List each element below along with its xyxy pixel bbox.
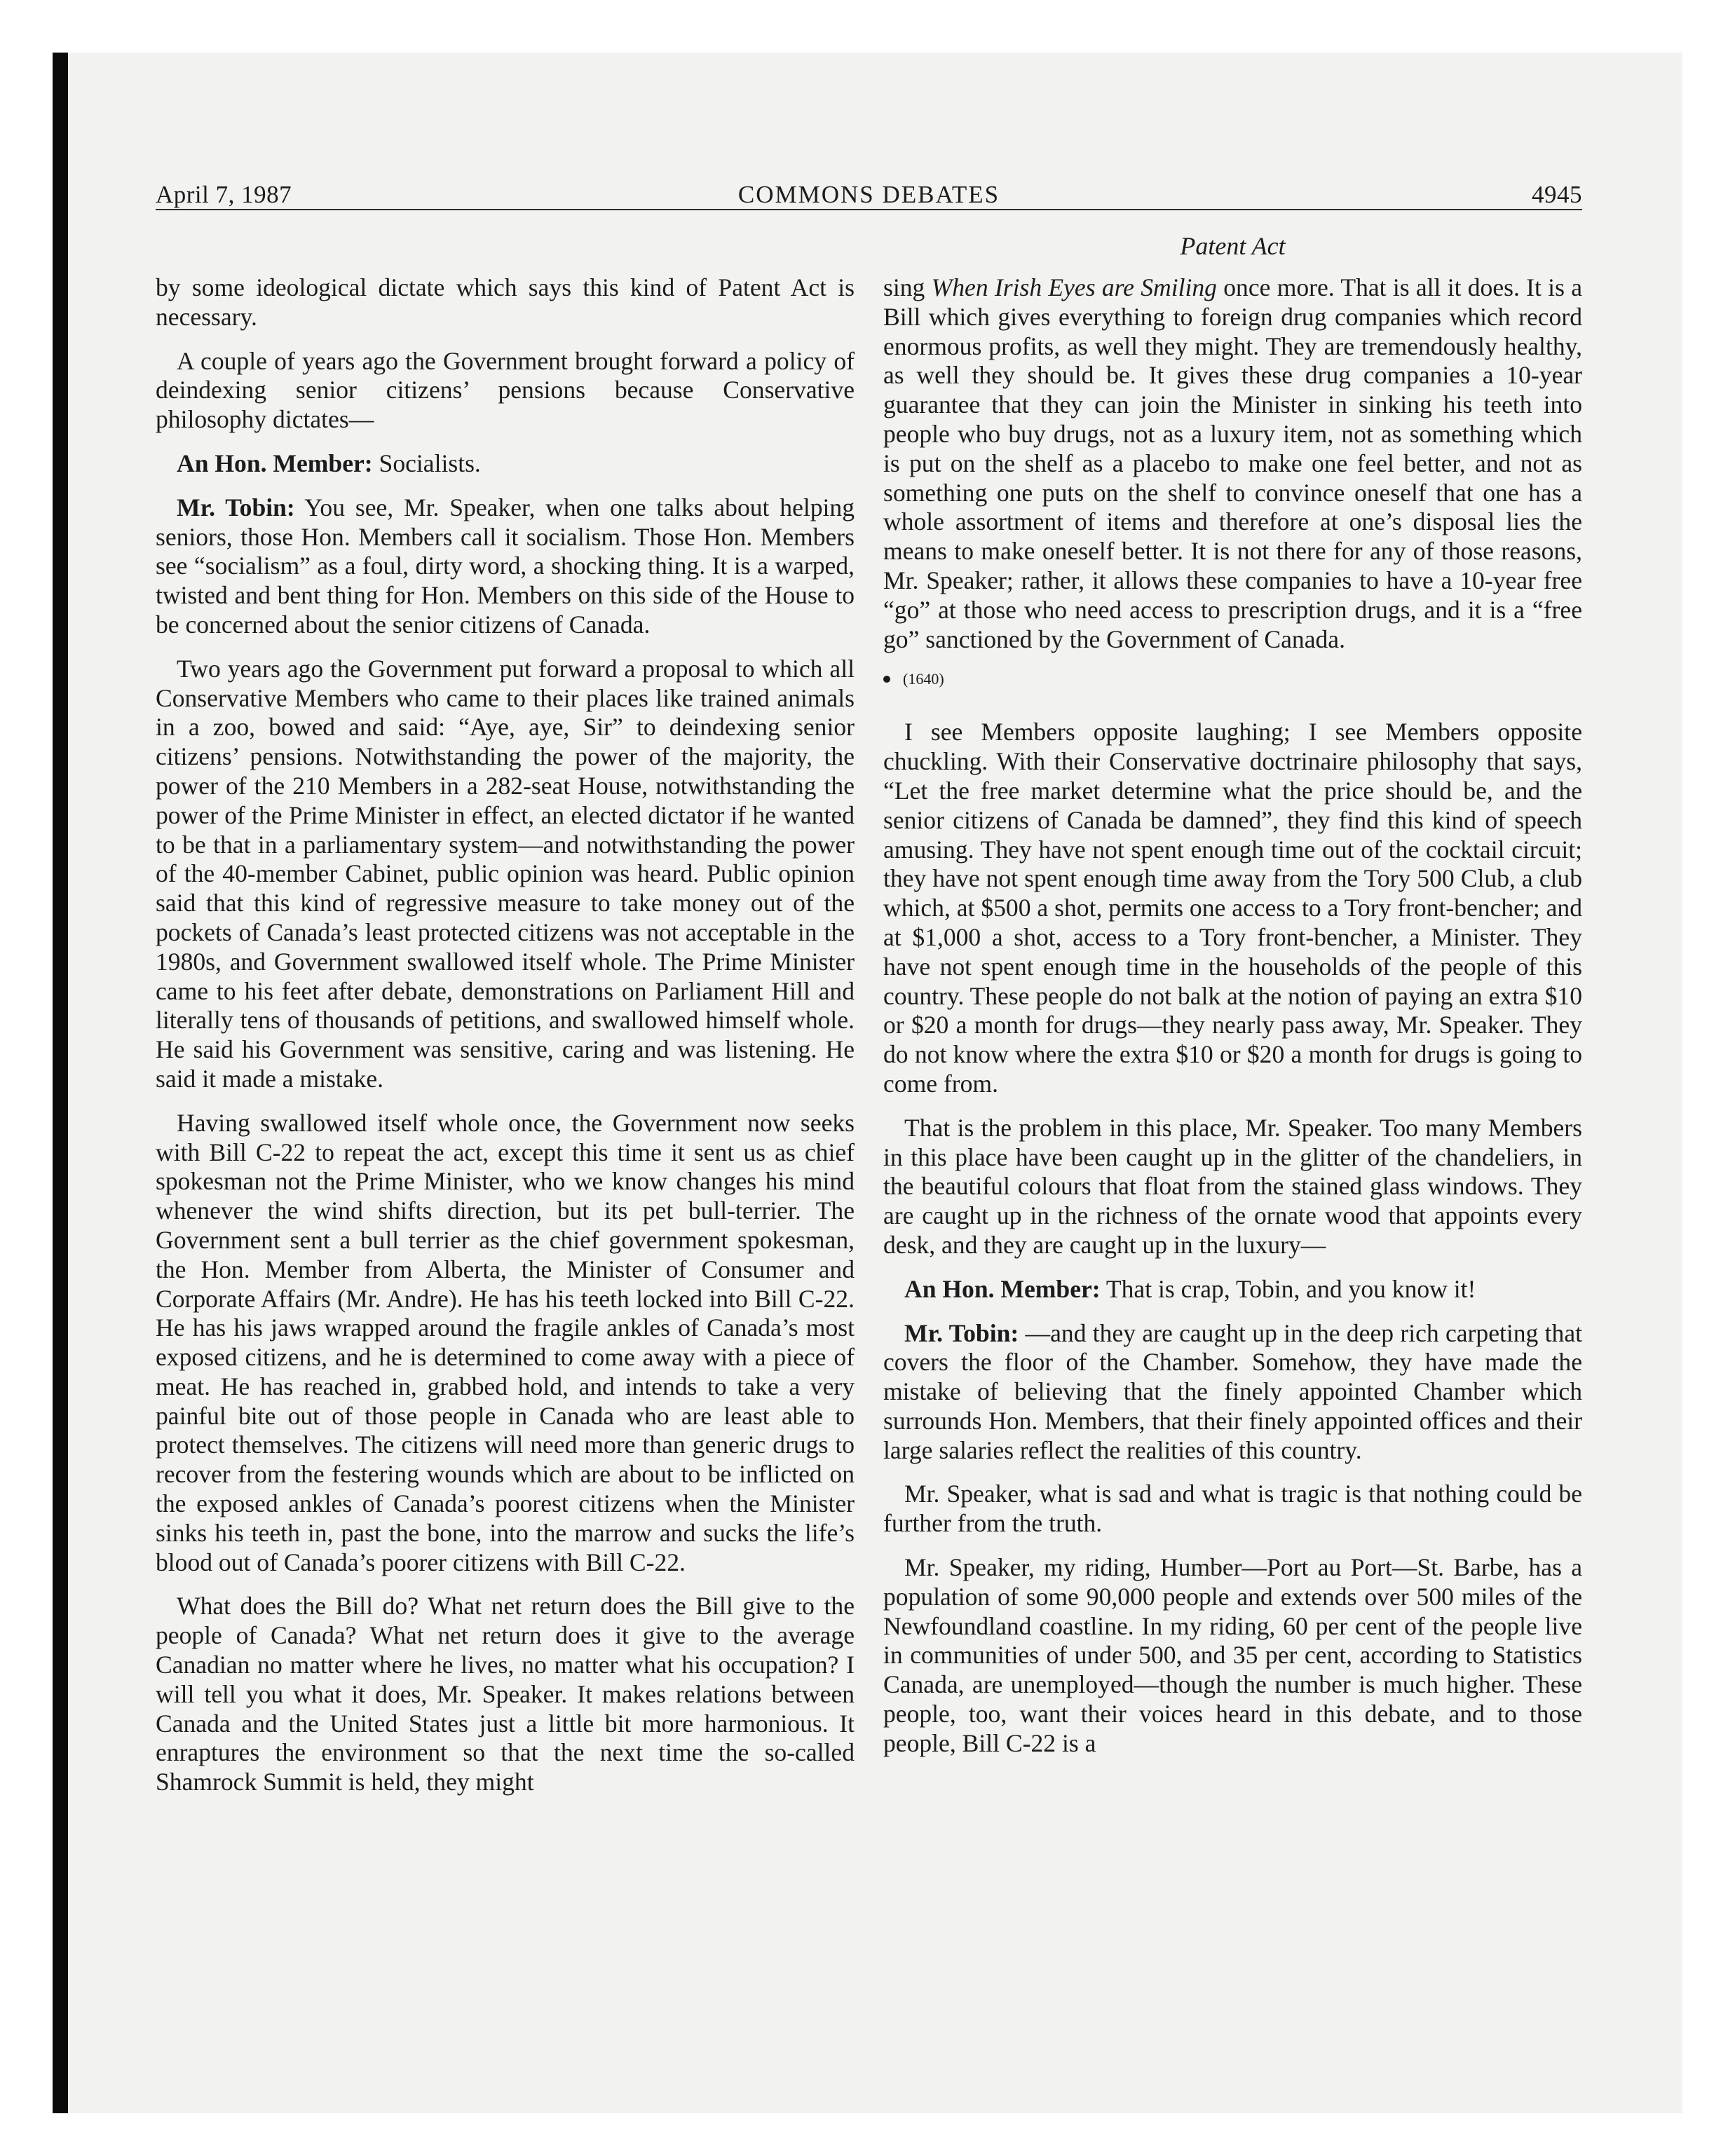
- speech-text: —and they are caught up in the deep rich carpeting that covers the floor of the Chamber. Somehow, they have made the mistake of believing that the finely appointed Chamber which surrounds Hon. Members, that their finely appointed offices and their large salaries reflect the realities of this country.: [883, 1318, 1582, 1464]
- paragraph-text: sing: [883, 273, 932, 301]
- paragraph-text: once more. That is all it does. It is a Bill which gives everything to foreign drug companies which record enormous profits, as well they might. They are tremendously healthy, as well they should be. It gives these drug companies a 10-year guarantee that they can join the Minister in sinking his teeth into people who buy drugs, not as a luxury item, not as something which is put on the shelf as a placebo to make one feel better, and not as something one puts on the shelf to convince oneself that one has a whole assortment of items and therefore at one’s disposal lies the means to make oneself better. It is not there for any of those reasons, Mr. Speaker; rather, it allows these companies to have a 10-year free “go” at those who need access to prescription drugs, and it is a “free go” sanctioned by the Government of Canada.: [883, 273, 1582, 653]
- speech-paragraph: [156, 493, 855, 640]
- header-title: COMMONS DEBATES: [737, 181, 1000, 208]
- speech-text: You see, Mr. Speaker, when one talks about helping seniors, those Hon. Members call it socialism. Those Hon. Members see “socialism” as a foul, dirty word, a shocking thing. It is a warped, twisted and bent thing for Hon. Members on this side of the House to be concerned about the senior citizens of Canada.: [156, 493, 855, 639]
- paragraph: Two years ago the Government put forward a proposal to which all Conservative Members who came to their places like trained animals in a zoo, bowed and said: “Aye, aye, Sir” to deindexing senior citizens’ pensions. Notwithstanding the power of the majority, the power of the 210 Members in a 282-seat House, notwithstanding the power of the Prime Minister in effect, an elected dictator if he wanted to be that in a parliamentary system—and notwithstanding the power of the 40-member Cabinet, public opinion was heard. Public opinion said that this kind of regressive measure to take money out of the pockets of Canada’s least protected citizens was not acceptable in the 1980s, and Government swallowed itself whole. The Prime Minister came to his feet after debate, demonstrations on Parliament Hill and literally tens of thousands of petitions, and swallowed himself whole. He said his Government was sensitive, caring and was listening. He said it made a mistake.: [156, 654, 855, 1093]
- time-marker: [883, 669, 1582, 690]
- left-column: [156, 273, 855, 1812]
- speaker-name: Mr. Tobin:: [177, 493, 295, 521]
- speech-paragraph: [156, 449, 855, 479]
- bullet-dot-icon: [883, 676, 890, 683]
- right-column: [883, 273, 1582, 1773]
- time-marker-label: (1640): [903, 670, 944, 688]
- speaker-name: An Hon. Member:: [177, 449, 373, 477]
- speech-text: Socialists.: [372, 449, 481, 477]
- header-date: April 7, 1987: [156, 181, 292, 208]
- paragraph: Having swallowed itself whole once, the Government now seeks with Bill C-22 to repeat the act, except this time it sent us as chief spokesman not the Prime Minister, who we know changes his mind whenever the wind shifts direction, but its pet bull-terrier. The Government sent a bull terrier as the chief government spokesman, the Hon. Member from Alberta, the Minister of Consumer and Corporate Affairs (Mr. Andre). He has his teeth locked into Bill C-22. He has his jaws wrapped around the fragile ankles of Canada’s most exposed citizens, and he is determined to come away with a piece of meat. He has reached in, grabbed hold, and intends to take a very painful bite out of those people in Canada who are least able to protect themselves. The citizens will need more than generic drugs to recover from the festering wounds which are about to be inflicted on the exposed ankles of Canada’s poorest citizens when the Minister sinks his teeth in, past the bone, into the marrow and sucks the life’s blood out of Canada’s poorer citizens with Bill C-22.: [156, 1108, 855, 1576]
- scan-edge-shadow: [53, 53, 68, 2113]
- speaker-name: Mr. Tobin:: [904, 1318, 1019, 1347]
- speech-text: That is crap, Tobin, and you know it!: [1100, 1274, 1476, 1303]
- paragraph: by some ideological dictate which says this kind of Patent Act is necessary.: [156, 273, 855, 331]
- paragraph: That is the problem in this place, Mr. Speaker. Too many Members in this place have been caught up in the glitter of the chandeliers, in the beautiful colours that float from the stained glass windows. They are caught up in the richness of the ornate wood that appoints every desk, and they are caught up in the luxury—: [883, 1113, 1582, 1259]
- paragraph: [883, 273, 1582, 654]
- paragraph: What does the Bill do? What net return does the Bill give to the people of Canada? What net return does it give to the average Canadian no matter where he lives, no matter what his occupation? I will tell you what it does, Mr. Speaker. It makes relations between Canada and the United States just a little bit more harmonious. It enraptures the environment so that the next time the so-called Shamrock Summit is held, they might: [156, 1592, 855, 1796]
- speech-paragraph: [883, 1319, 1582, 1466]
- subject-heading: Patent Act: [1180, 232, 1286, 260]
- paragraph: A couple of years ago the Government brought forward a policy of deindexing senior citizens’ pensions because Conservative philosophy dictates—: [156, 346, 855, 434]
- paragraph: Mr. Speaker, what is sad and what is tragic is that nothing could be further from the truth.: [883, 1480, 1582, 1538]
- speaker-name: An Hon. Member:: [904, 1274, 1101, 1303]
- running-header: [156, 181, 1582, 216]
- song-title: When Irish Eyes are Smiling: [931, 273, 1217, 301]
- paragraph: Mr. Speaker, my riding, Humber—Port au Port—St. Barbe, has a population of some 90,000 people and extends over 500 miles of the Newfoundland coastline. In my riding, 60 per cent of the people live in communities of under 500, and 35 per cent, according to Statistics Canada, are unemployed—though the number is much higher. These people, too, want their voices heard in this debate, and to those people, Bill C-22 is a: [883, 1553, 1582, 1757]
- paragraph: I see Members opposite laughing; I see Members opposite chuckling. With their Conservative doctrinaire philosophy that says, “Let the free market determine what the price should be, and the senior citizens of Canada be damned”, they find this kind of speech amusing. They have not spent enough time out of the cocktail circuit; they have not spent enough time away from the Tory 500 Club, a club which, at $500 a shot, permits one access to a Tory front-bencher; and at $1,000 a shot, access to a Tory front-bencher, a Minister. They have not spent enough time in the households of the people of this country. These people do not balk at the notion of paying an extra $10 or $20 a month for drugs—they nearly pass away, Mr. Speaker. They do not know where the extra $10 or $20 a month for drugs is going to come from.: [883, 718, 1582, 1098]
- header-page-number: 4945: [1532, 181, 1582, 208]
- header-rule: [156, 209, 1582, 210]
- speech-paragraph: [883, 1275, 1582, 1304]
